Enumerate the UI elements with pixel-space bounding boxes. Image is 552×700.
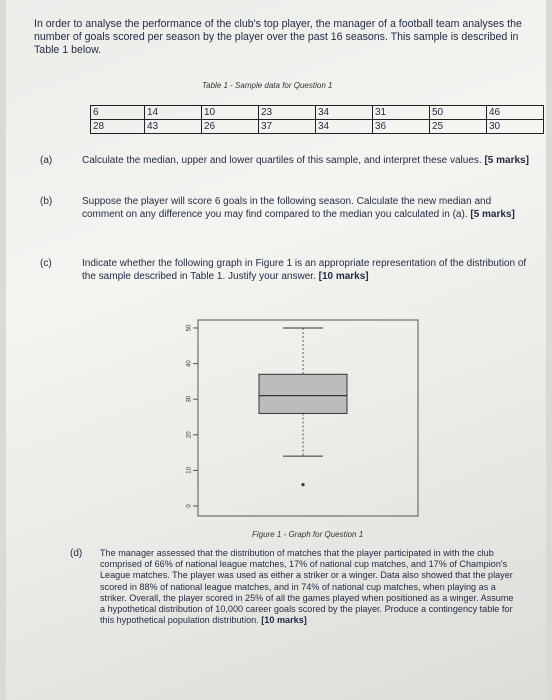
table-cell: 10 xyxy=(202,106,259,120)
table-row xyxy=(91,106,544,120)
table-cell: 37 xyxy=(259,120,316,134)
question-marks: [10 marks] xyxy=(318,270,369,282)
table-cell: 23 xyxy=(259,106,316,120)
question-text: Indicate whether the following graph in Figure 1 is an appropriate representation of the distribution of the sample described in Table 1. Justify your answer. xyxy=(82,258,527,282)
table-cell: 6 xyxy=(91,106,145,120)
table-cell: 46 xyxy=(487,106,544,120)
question-a xyxy=(40,155,540,185)
box-plot-figure xyxy=(166,310,426,527)
table-cell: 36 xyxy=(373,120,430,134)
question-label: (b) xyxy=(40,196,53,207)
table-cell: 14 xyxy=(145,106,202,120)
y-tick-label: 20 xyxy=(186,431,193,439)
y-tick-label: 10 xyxy=(186,467,193,474)
plot-frame xyxy=(198,320,418,516)
y-tick-label: 40 xyxy=(186,360,193,367)
table-cell: 50 xyxy=(430,106,487,120)
question-text: The manager assessed that the distribution of matches that the player participated in with the club comprised of 66% of national league matches, 17% of national cup matches, and 17% of Champion's League matches. The player was used as either a striker or a winger. Data also showed that the player scored in 88% of national league matches, and in 74% of national cup matches, when playing as a striker. Overall, the player scored in 25% of all the games played when positioned as a winger. Assume a hypothetical distribution of 10,000 career goals scored by the player. Produce a contingency table for this hypothetical population distribution. xyxy=(100,548,514,626)
question-marks: [5 marks] xyxy=(484,155,529,166)
question-text: Suppose the player will score 6 goals in the following season. Calculate the new median and comment on any difference you may find compared to the median you calculated in (a). xyxy=(82,196,492,220)
iqr-box xyxy=(259,374,347,413)
table-caption: Table 1 - Sample data for Question 1 xyxy=(202,81,333,90)
intro-paragraph: In order to analyse the performance of the club's top player, the manager of a football team analyses the number of goals scored per season by the player over the past 16 seasons. This sample is described in Table 1 below. xyxy=(34,18,522,56)
table-cell: 34 xyxy=(316,106,373,120)
question-label: (c) xyxy=(40,258,52,269)
box-plot-svg xyxy=(166,310,426,522)
table-cell: 34 xyxy=(316,120,373,134)
table-cell: 28 xyxy=(91,120,145,134)
worksheet-page xyxy=(6,0,546,700)
y-tick-label: 0 xyxy=(186,504,193,508)
table-row xyxy=(91,120,544,134)
question-marks: [5 marks] xyxy=(470,208,515,220)
question-b xyxy=(40,196,540,241)
y-tick-label: 30 xyxy=(186,395,193,403)
question-text: Calculate the median, upper and lower quartiles of this sample, and interpret these values. xyxy=(82,155,482,166)
sample-data-table xyxy=(90,105,544,134)
question-label: (d) xyxy=(70,548,83,559)
question-label: (a) xyxy=(40,155,53,166)
table-cell: 25 xyxy=(430,120,487,134)
outlier-point xyxy=(301,483,304,486)
question-c xyxy=(40,258,540,303)
figure-caption: Figure 1 - Graph for Question 1 xyxy=(252,530,364,539)
table-cell: 26 xyxy=(202,120,259,134)
table-cell: 43 xyxy=(145,120,202,134)
table-cell: 31 xyxy=(373,106,430,120)
table-cell: 30 xyxy=(487,120,544,134)
question-marks: [10 marks] xyxy=(261,615,307,626)
question-d xyxy=(40,548,540,678)
y-tick-label: 50 xyxy=(186,324,193,332)
